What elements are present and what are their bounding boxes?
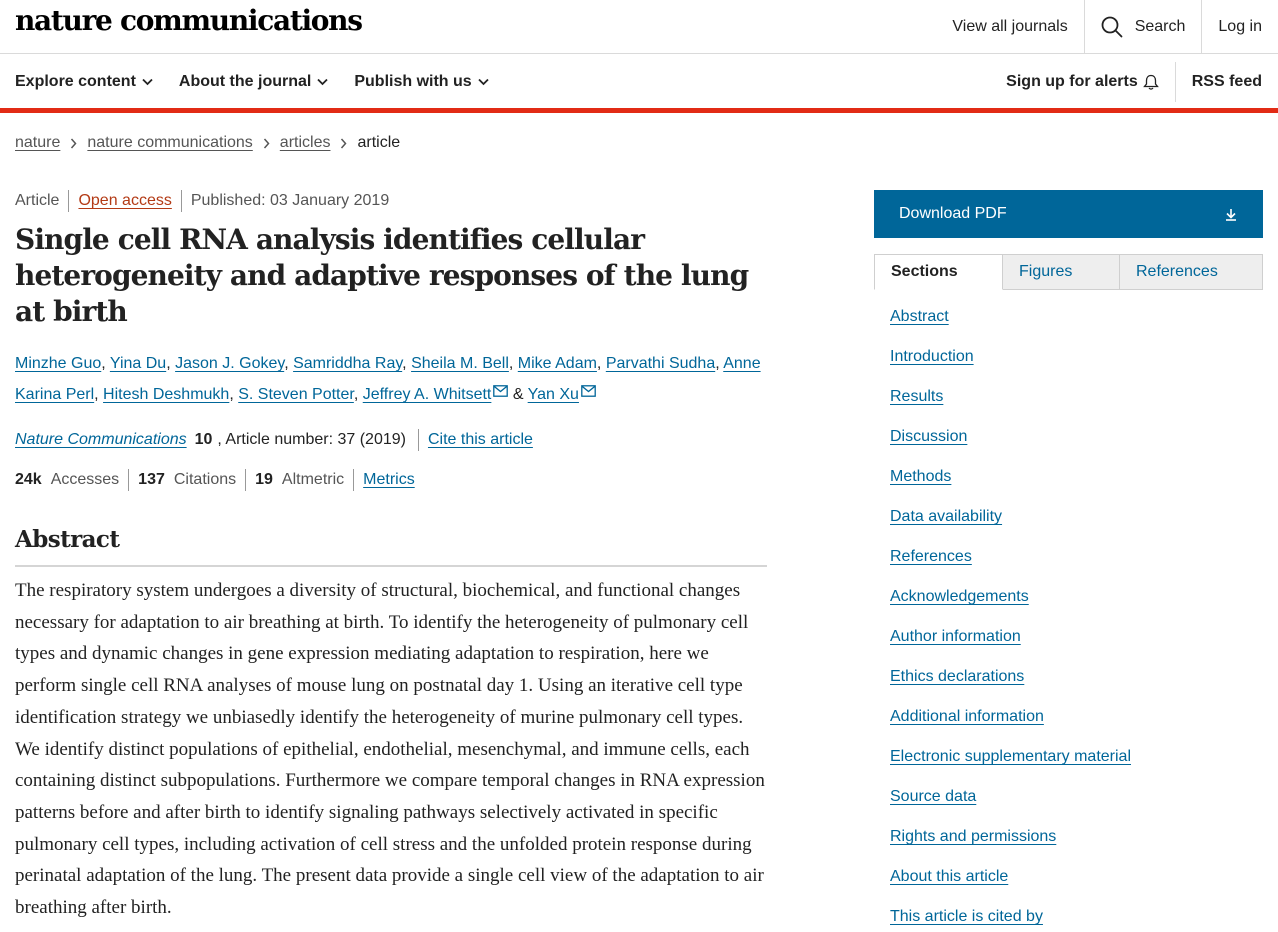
- author-list: Minzhe Guo, Yina Du, Jason J. Gokey, Samriddha Ray, Sheila M. Bell, Mike Adam, Parvathi Sudha, Anne Karina Perl, Hitesh Deshmukh, S. Steven Potter, Jeffrey A. Whitsett & Yan Xu: [15, 355, 761, 403]
- abstract-text: The respiratory system undergoes a diversity of structural, biochemical, and functional changes necessary for adaptation to air breathing at birth. To identify the heterogeneity of pulmonary cell types and dynamic changes in gene expression mediating adaptation to respiration, here we perform single cell RNA analyses of mouse lung on postnatal day 1. Using an iterative cell type identification strategy we unbiasedly identify the heterogeneity of murine pulmonary cell types. We identify distinct populations of epithelial, endothelial, mesenchymal, and immune cells, each containing distinct subpopulations. Furthermore we compare temporal changes in RNA expression patterns before and after birth to identify signaling pathways selectively activated in specific pulmonary cell types, including activation of cell stress and the unfolded protein response during perinatal adaptation of the lung. The present data provide a single cell view of the adaptation to air breathing after birth.: [15, 580, 765, 919]
- view-all-journals-link[interactable]: View all journals: [952, 18, 1068, 35]
- article-type: Article: [15, 192, 60, 209]
- breadcrumb-articles[interactable]: articles: [279, 134, 331, 151]
- abstract-heading: Abstract: [15, 526, 767, 567]
- article-header: [15, 190, 767, 492]
- accesses-count: 24k: [15, 471, 42, 488]
- journal-name-link[interactable]: Nature Communications: [15, 431, 187, 448]
- search-icon: [1101, 16, 1123, 38]
- main-nav: [0, 54, 1278, 110]
- author-link[interactable]: Minzhe Guo: [15, 355, 102, 372]
- citations-label: Citations: [173, 471, 237, 488]
- download-icon: [1225, 208, 1237, 221]
- section-link-results[interactable]: Results: [890, 388, 944, 405]
- author-link[interactable]: Sheila M. Bell: [411, 355, 509, 372]
- metrics-link[interactable]: Metrics: [363, 471, 415, 488]
- section-item: [890, 668, 1131, 708]
- tab-figures[interactable]: Figures: [1003, 254, 1120, 290]
- section-item: [890, 868, 1131, 908]
- section-link-supplementary-material[interactable]: Electronic supplementary material: [890, 748, 1131, 765]
- breadcrumb-current: article: [357, 134, 401, 151]
- section-link-source-data[interactable]: Source data: [890, 788, 977, 805]
- section-link-abstract[interactable]: Abstract: [890, 308, 949, 325]
- altmetric-count: 19: [255, 471, 273, 488]
- published-date: Published: 03 January 2019: [190, 192, 390, 209]
- top-header: [0, 0, 1278, 54]
- section-item: [890, 548, 1131, 588]
- tab-sections[interactable]: Sections: [874, 254, 1003, 290]
- section-link-methods[interactable]: Methods: [890, 468, 952, 485]
- citations-count: 137: [138, 471, 165, 488]
- section-item: [890, 428, 1131, 468]
- section-link-references[interactable]: References: [890, 548, 972, 565]
- search-label: Search: [1134, 18, 1186, 35]
- section-link-ethics-declarations[interactable]: Ethics declarations: [890, 668, 1025, 685]
- author-link[interactable]: Parvathi Sudha: [605, 355, 716, 372]
- author-link[interactable]: Jason J. Gokey: [175, 355, 285, 372]
- section-item: [890, 788, 1131, 828]
- section-item: [890, 828, 1131, 868]
- tab-references[interactable]: References: [1120, 254, 1263, 290]
- nav-publish-with-us-label: Publish with us: [354, 73, 472, 90]
- header-accent-bar: [0, 108, 1278, 113]
- journal-info: [15, 428, 767, 452]
- author-link[interactable]: Anne Karina Perl: [15, 355, 761, 403]
- nav-about-journal-label: About the journal: [178, 73, 312, 90]
- section-item: [890, 588, 1131, 628]
- article-metrics: [15, 468, 767, 492]
- meta-divider: [181, 190, 182, 212]
- chevron-down-icon: [478, 78, 489, 86]
- chevron-down-icon: [317, 78, 328, 86]
- section-link-about-article[interactable]: About this article: [890, 868, 1009, 885]
- author-link[interactable]: Yina Du: [109, 355, 167, 372]
- section-link-author-information[interactable]: Author information: [890, 628, 1021, 645]
- author-link[interactable]: Hitesh Deshmukh: [103, 386, 230, 403]
- section-item: [890, 628, 1131, 668]
- site-logo[interactable]: nature communications: [15, 4, 362, 37]
- alerts-label: Sign up for alerts: [1006, 73, 1138, 90]
- section-item: [890, 908, 1131, 932]
- section-nav: [890, 308, 1131, 932]
- section-link-rights-permissions[interactable]: Rights and permissions: [890, 828, 1057, 845]
- altmetric-label: Altmetric: [281, 471, 345, 488]
- author-link[interactable]: Samriddha Ray: [293, 355, 403, 372]
- meta-divider: [68, 190, 69, 212]
- author-link[interactable]: Jeffrey A. Whitsett: [362, 386, 492, 403]
- nav-publish-with-us[interactable]: [354, 73, 488, 91]
- chevron-right-icon: [70, 138, 77, 149]
- accesses-label: Accesses: [50, 471, 120, 488]
- mail-icon[interactable]: [493, 385, 508, 397]
- rss-feed-link[interactable]: RSS feed: [1175, 62, 1278, 102]
- section-item: [890, 308, 1131, 348]
- section-item: [890, 748, 1131, 788]
- cite-article-link[interactable]: Cite this article: [427, 431, 533, 448]
- top-actions: [936, 0, 1278, 54]
- download-pdf-label: Download PDF: [899, 205, 1007, 222]
- journal-volume: 10: [194, 431, 213, 448]
- section-item: [890, 708, 1131, 748]
- meta-divider: [245, 469, 246, 491]
- article-title: Single cell RNA analysis identifies cellular heterogeneity and adaptive responses of the lung at birth: [15, 223, 749, 328]
- download-pdf-button[interactable]: [874, 190, 1263, 238]
- chevron-down-icon: [142, 78, 153, 86]
- author-link[interactable]: Mike Adam: [517, 355, 597, 372]
- section-link-cited-by[interactable]: This article is cited by: [890, 908, 1043, 925]
- section-link-additional-information[interactable]: Additional information: [890, 708, 1044, 725]
- section-link-data-availability[interactable]: Data availability: [890, 508, 1003, 525]
- sign-up-alerts-link[interactable]: [990, 62, 1175, 102]
- author-link[interactable]: Yan Xu: [527, 386, 579, 403]
- search-button[interactable]: [1084, 0, 1202, 54]
- article-meta: [15, 190, 767, 212]
- bell-icon: [1143, 74, 1159, 91]
- login-link[interactable]: Log in: [1201, 0, 1278, 54]
- nav-about-journal[interactable]: [179, 73, 328, 91]
- nav-explore-content[interactable]: [15, 73, 153, 91]
- section-link-introduction[interactable]: Introduction: [890, 348, 974, 365]
- meta-divider: [418, 429, 419, 451]
- section-item: [890, 388, 1131, 428]
- nav-explore-content-label: Explore content: [15, 73, 136, 90]
- article-number: , Article number: 37 (2019): [217, 431, 406, 448]
- breadcrumb-nature[interactable]: nature: [15, 134, 61, 151]
- open-access-link[interactable]: Open access: [78, 192, 172, 209]
- author-link[interactable]: S. Steven Potter: [238, 386, 354, 403]
- mail-icon[interactable]: [581, 385, 596, 397]
- section-item: [890, 468, 1131, 508]
- section-item: [890, 508, 1131, 548]
- breadcrumb-nature-communications[interactable]: nature communications: [87, 134, 253, 151]
- meta-divider: [128, 469, 129, 491]
- meta-divider: [353, 469, 354, 491]
- sidebar-tabs: [874, 254, 1263, 290]
- chevron-right-icon: [340, 138, 347, 149]
- section-link-acknowledgements[interactable]: Acknowledgements: [890, 588, 1029, 605]
- section-item: [890, 348, 1131, 388]
- breadcrumb: [15, 134, 400, 152]
- section-link-discussion[interactable]: Discussion: [890, 428, 968, 445]
- chevron-right-icon: [263, 138, 270, 149]
